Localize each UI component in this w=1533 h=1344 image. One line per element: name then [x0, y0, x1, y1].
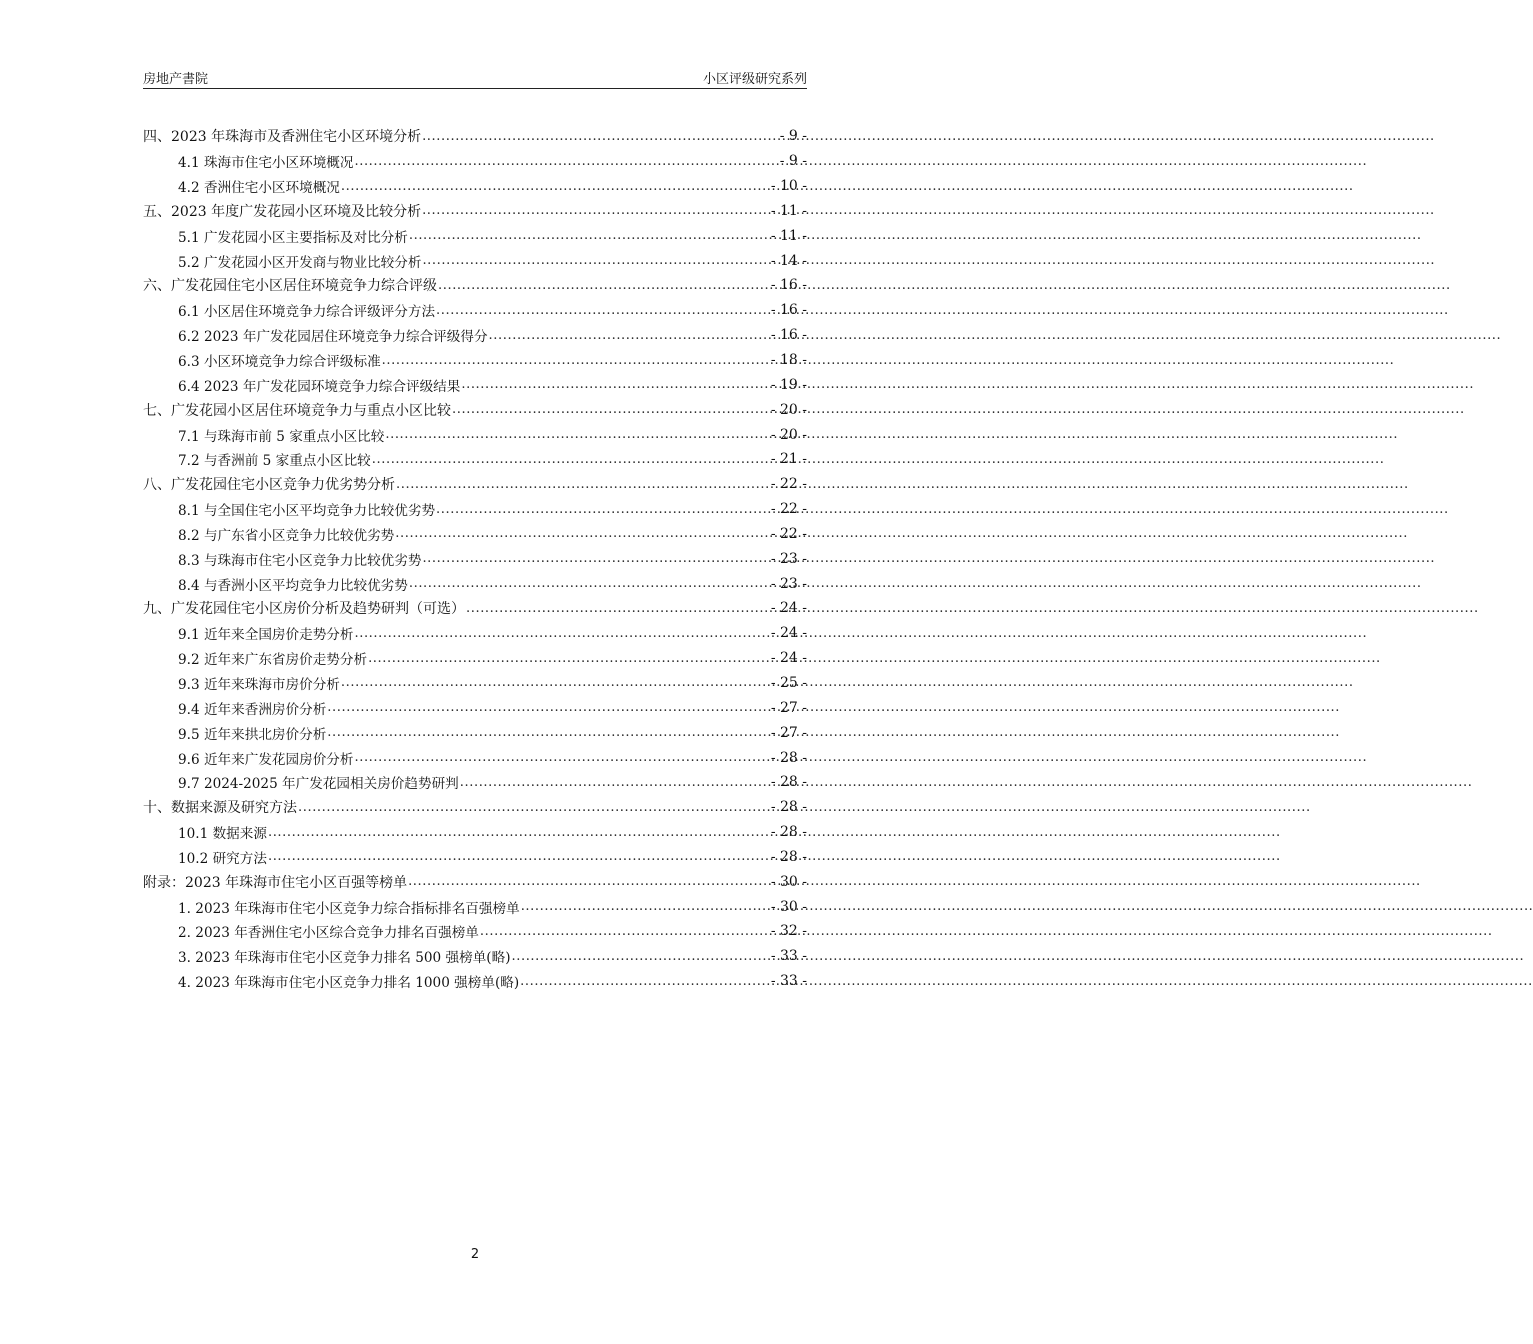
toc-section-entry[interactable]: [143, 546, 807, 571]
toc-chapter-entry[interactable]: [143, 124, 807, 149]
toc-section-entry[interactable]: [143, 174, 807, 199]
toc-entry-page: - 21 -: [770, 451, 807, 468]
toc-entry-page: - 16 -: [770, 302, 807, 319]
toc-dot-leader: [459, 775, 769, 790]
toc-dot-leader: [340, 675, 769, 690]
toc-entry-page: - 28 -: [770, 824, 807, 841]
toc-dot-leader: [340, 179, 769, 194]
toc-chapter-entry[interactable]: [143, 472, 807, 497]
toc-section-entry[interactable]: [143, 944, 807, 969]
toc-entry-page: - 20 -: [770, 426, 807, 443]
toc-entry-title: 10.1 数据来源: [178, 826, 267, 843]
toc-section-entry[interactable]: [143, 720, 807, 745]
toc-dot-leader: [353, 154, 777, 169]
toc-entry-title: 8.3 与珠海市住宅小区竞争力比较优劣势: [178, 552, 422, 569]
toc-entry-title: 四、2023 年珠海市及香洲住宅小区环境分析: [143, 129, 422, 146]
toc-entry-title: 八、广发花园住宅小区竞争力优劣势分析: [143, 477, 395, 494]
toc-dot-leader: [326, 700, 769, 715]
toc-entry-title: 4.1 珠海市住宅小区环境概况: [178, 155, 354, 172]
toc-section-entry[interactable]: [143, 497, 807, 522]
toc-entry-title: 1. 2023 年珠海市住宅小区竞争力综合指标排名百强榜单: [178, 900, 520, 917]
toc-entry-title: 8.2 与广东省小区竞争力比较优劣势: [178, 527, 395, 544]
toc-entry-page: - 27 -: [770, 724, 807, 741]
toc-dot-leader: [381, 353, 769, 368]
toc-entry-page: - 33 -: [770, 973, 807, 990]
toc-dot-leader: [511, 949, 769, 964]
toc-entry-title: 2. 2023 年香洲住宅小区综合竞争力排名百强榜单: [178, 925, 479, 942]
toc-section-entry[interactable]: [143, 248, 807, 273]
toc-entry-title: 6.2 2023 年广发花园居住环境竞争力综合评级得分: [178, 329, 488, 346]
toc-entry-page: - 14 -: [770, 252, 807, 269]
toc-chapter-entry[interactable]: [143, 199, 807, 224]
toc-entry-page: - 18 -: [770, 352, 807, 369]
toc-entry-title: 9.4 近年来香洲房价分析: [178, 701, 327, 718]
toc-entry-title: 9.5 近年来拱北房价分析: [178, 726, 327, 743]
toc-entry-title: 5.1 广发花园小区主要指标及对比分析: [178, 229, 408, 246]
toc-entry-page: - 23 -: [770, 550, 807, 567]
toc-dot-leader: [460, 377, 768, 392]
toc-entry-page: - 11 -: [770, 202, 807, 219]
toc-entry-title: 7.2 与香洲前 5 家重点小区比较: [178, 453, 371, 470]
toc-dot-leader: [479, 924, 769, 939]
toc-entry-page: - 23 -: [770, 575, 807, 592]
toc-entry-page: - 22 -: [770, 525, 807, 542]
toc-dot-leader: [394, 526, 769, 541]
toc-entry-title: 4. 2023 年珠海市住宅小区竞争力排名 1000 强榜单(略): [178, 975, 520, 992]
toc-section-entry[interactable]: [143, 149, 807, 174]
toc-entry-title: 4.2 香洲住宅小区环境概况: [178, 180, 340, 197]
toc-dot-leader: [326, 725, 769, 740]
toc-section-entry[interactable]: [143, 223, 807, 248]
toc-entry-title: 9.7 2024-2025 年广发花园相关房价趋势研判: [178, 776, 459, 793]
toc-chapter-entry[interactable]: [143, 273, 807, 298]
toc-section-entry[interactable]: [143, 348, 807, 373]
toc-entry-page: - 28 -: [770, 749, 807, 766]
toc-entry-title: 6.3 小区环境竞争力综合评级标准: [178, 354, 381, 371]
toc-section-entry[interactable]: [143, 298, 807, 323]
toc-entry-title: 6.1 小区居住环境竞争力综合评级评分方法: [178, 304, 436, 321]
toc-section-entry[interactable]: [143, 969, 807, 994]
toc-dot-leader: [519, 974, 769, 989]
table-of-contents: [143, 124, 807, 994]
toc-entry-title: 8.4 与香洲小区平均竞争力比较优劣势: [178, 577, 408, 594]
toc-dot-leader: [353, 750, 768, 765]
toc-entry-title: 9.6 近年来广发花园房价分析: [178, 751, 354, 768]
toc-dot-leader: [421, 551, 768, 566]
toc-section-entry[interactable]: [143, 323, 807, 348]
toc-entry-title: 7.1 与珠海市前 5 家重点小区比较: [178, 428, 385, 445]
toc-section-entry[interactable]: [143, 372, 807, 397]
toc-entry-title: 十、数据来源及研究方法: [143, 800, 297, 817]
toc-dot-leader: [435, 502, 769, 517]
toc-entry-title: 五、2023 年度广发花园小区环境及比较分析: [143, 203, 422, 220]
toc-entry-page: - 33 -: [770, 948, 807, 965]
toc-entry-page: - 24 -: [770, 625, 807, 642]
toc-section-entry[interactable]: [143, 522, 807, 547]
page-header: [143, 66, 807, 89]
toc-entry-page: - 32 -: [770, 923, 807, 940]
toc-section-entry[interactable]: [143, 671, 807, 696]
toc-entry-page: - 16 -: [770, 327, 807, 344]
toc-dot-leader: [407, 874, 769, 889]
toc-dot-leader: [297, 800, 769, 815]
toc-entry-page: - 20 -: [770, 401, 807, 418]
toc-entry-title: 5.2 广发花园小区开发商与物业比较分析: [178, 254, 422, 271]
toc-entry-title: 七、广发花园小区居住环境竞争力与重点小区比较: [143, 402, 451, 419]
toc-entry-title: 六、广发花园住宅小区居住环境竞争力综合评级: [143, 278, 437, 295]
toc-entry-page: - 24 -: [770, 650, 807, 667]
header-series-title: 小区评级研究系列: [702, 72, 807, 87]
toc-dot-leader: [408, 228, 769, 243]
toc-entry-page: - 10 -: [770, 178, 807, 195]
toc-entry-title: 8.1 与全国住宅小区平均竞争力比较优劣势: [178, 503, 436, 520]
toc-entry-page: - 19 -: [770, 376, 807, 393]
toc-entry-title: 6.4 2023 年广发花园环境竞争力综合评级结果: [178, 378, 461, 395]
toc-entry-page: - 9 -: [779, 153, 807, 170]
toc-dot-leader: [395, 477, 769, 492]
toc-entry-page: - 16 -: [770, 277, 807, 294]
toc-entry-title: 九、广发花园住宅小区房价分析及趋势研判（可选）: [143, 601, 465, 618]
toc-entry-page: - 28 -: [770, 774, 807, 791]
toc-dot-leader: [367, 651, 769, 666]
toc-dot-leader: [520, 899, 769, 914]
toc-entry-page: - 28 -: [770, 848, 807, 865]
toc-entry-page: - 30 -: [770, 873, 807, 890]
toc-section-entry[interactable]: [143, 621, 807, 646]
toc-section-entry[interactable]: [143, 422, 807, 447]
toc-entry-page: - 24 -: [770, 600, 807, 617]
toc-section-entry[interactable]: [143, 770, 807, 795]
toc-dot-leader: [435, 303, 769, 318]
toc-dot-leader: [421, 129, 778, 144]
toc-entry-page: - 11 -: [770, 227, 807, 244]
toc-dot-leader: [465, 601, 769, 616]
toc-entry-page: - 27 -: [770, 699, 807, 716]
toc-dot-leader: [267, 849, 769, 864]
toc-dot-leader: [353, 626, 768, 641]
toc-dot-leader: [267, 825, 769, 840]
toc-entry-title: 9.3 近年来珠海市房价分析: [178, 676, 340, 693]
toc-chapter-entry[interactable]: [143, 397, 807, 422]
toc-section-entry[interactable]: [143, 571, 807, 596]
toc-entry-page: - 25 -: [770, 674, 807, 691]
toc-section-entry[interactable]: [143, 646, 807, 671]
toc-dot-leader: [488, 328, 769, 343]
toc-entry-page: - 30 -: [770, 898, 807, 915]
toc-section-entry[interactable]: [143, 844, 807, 869]
toc-chapter-entry[interactable]: [143, 596, 807, 621]
toc-section-entry[interactable]: [143, 447, 807, 472]
toc-entry-title: 10.2 研究方法: [178, 850, 267, 867]
toc-section-entry[interactable]: [143, 820, 807, 845]
toc-dot-leader: [384, 427, 768, 442]
toc-section-entry[interactable]: [143, 919, 807, 944]
toc-dot-leader: [371, 452, 769, 467]
toc-entry-title: 附录：2023 年珠海市住宅小区百强等榜单: [143, 874, 408, 891]
toc-section-entry[interactable]: [143, 745, 807, 770]
toc-dot-leader: [437, 278, 769, 293]
toc-dot-leader: [421, 253, 768, 268]
toc-dot-leader: [451, 402, 769, 417]
toc-chapter-entry[interactable]: [143, 869, 807, 894]
page-number: 2: [470, 1247, 480, 1262]
toc-entry-page: - 22 -: [770, 501, 807, 518]
toc-dot-leader: [408, 576, 769, 591]
toc-dot-leader: [421, 203, 769, 218]
toc-section-entry[interactable]: [143, 695, 807, 720]
toc-entry-title: 9.2 近年来广东省房价走势分析: [178, 652, 368, 669]
toc-entry-page: - 9 -: [779, 128, 807, 145]
toc-entry-title: 3. 2023 年珠海市住宅小区竞争力排名 500 强榜单(略): [178, 950, 511, 967]
toc-section-entry[interactable]: [143, 894, 807, 919]
toc-chapter-entry[interactable]: [143, 795, 807, 820]
header-publisher: 房地产書院: [143, 72, 209, 87]
toc-entry-page: - 22 -: [770, 476, 807, 493]
toc-entry-title: 9.1 近年来全国房价走势分析: [178, 627, 354, 644]
toc-entry-page: - 28 -: [770, 799, 807, 816]
